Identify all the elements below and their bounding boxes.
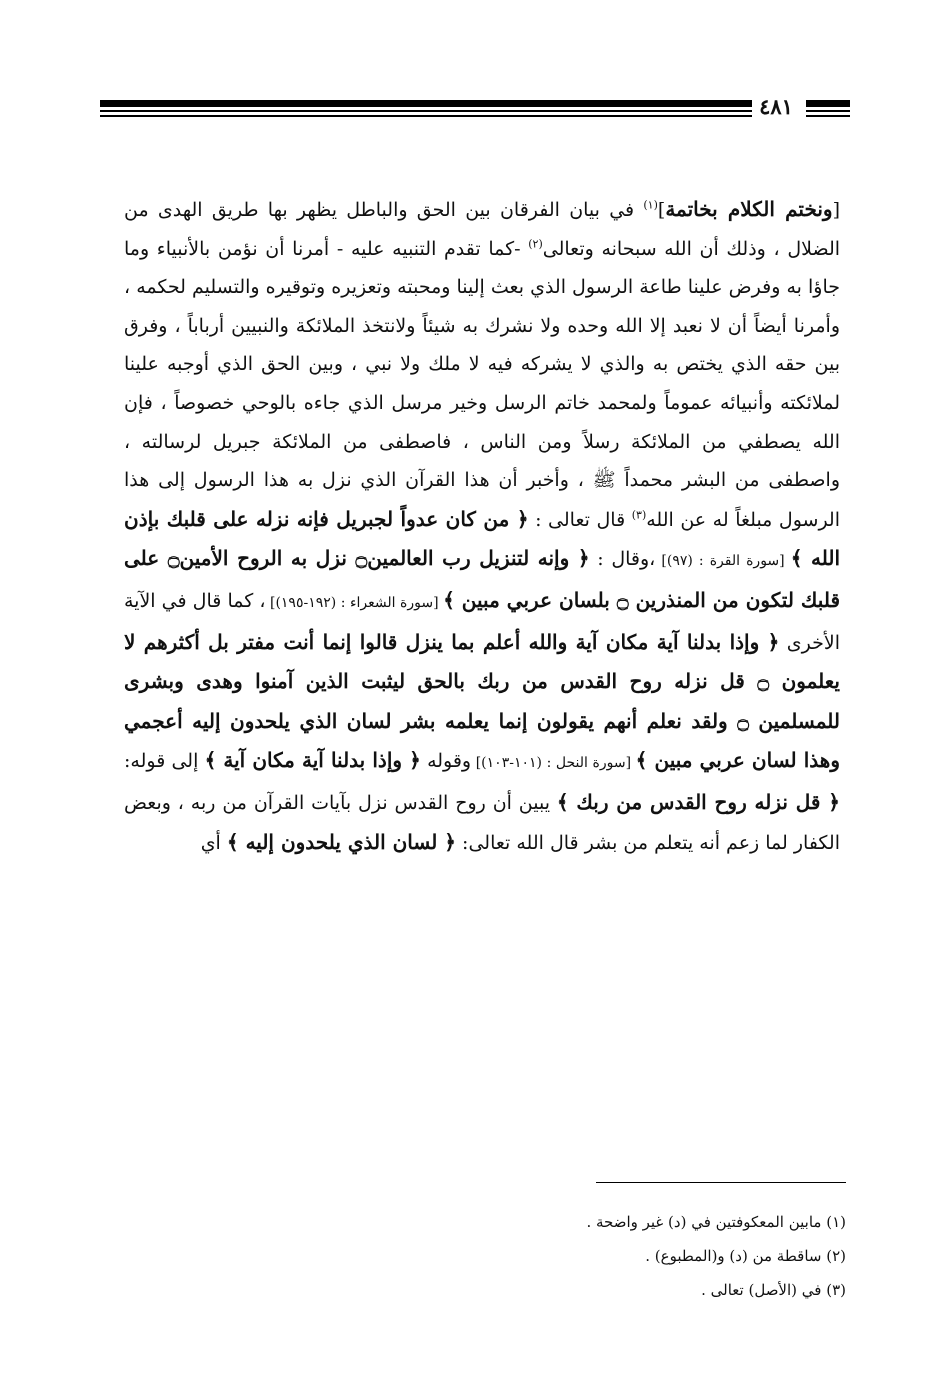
- footnotes-list: [400, 1205, 846, 1307]
- text-segment: في بيان الفرقان بين الحق والباطل يظهر بها طريق الهدى من الضلال ، وذلك أن الله سبحانه وتعالى: [124, 199, 841, 260]
- text-segment: ، كما قال في الآية الأخرى: [124, 589, 840, 654]
- quran-quote: ونختم الكلام بخاتمة: [665, 197, 833, 221]
- quran-quote: ﴿ قل نزله روح القدس من ربك ﴾: [556, 789, 840, 814]
- text-segment: قال تعالى :: [528, 508, 632, 531]
- text-segment: ]: [657, 199, 666, 221]
- text-segment: أي: [200, 831, 227, 854]
- citation: [سورة النحل : (١٠١-١٠٣)]: [471, 755, 636, 772]
- quran-quote: ﴿ لسان الذي يلحدون إليه ﴾: [226, 829, 457, 854]
- footnote-ref: (٣): [631, 508, 647, 522]
- citation: [سورة الشعراء : (١٩٢-١٩٥)]: [265, 594, 444, 611]
- page-number: ٤٨١: [759, 94, 793, 119]
- footnote-1: (١) مابين المعكوفتين في (د) غير واضحة .: [586, 1213, 846, 1231]
- footnote-ref: (٢): [528, 237, 543, 251]
- footnote-ref: (١): [643, 198, 658, 212]
- text-segment: [: [832, 199, 840, 221]
- text-segment: ،وقال :: [589, 548, 656, 571]
- footnote-separator: [596, 1182, 846, 1183]
- header-rule-right: [806, 100, 850, 118]
- page-header: [100, 96, 850, 126]
- footnote-3: (٣) في (الأصل) تعالى .: [701, 1281, 846, 1299]
- text-segment: يبين أن روح القدس نزل بآيات القرآن من ربه ، وبعض الكفار لما زعم أنه يتعلم من بشر قال الله تعالى:: [124, 791, 840, 854]
- main-paragraph: [124, 190, 840, 862]
- header-rule-left: [100, 100, 752, 118]
- text-segment: وقوله: [420, 750, 472, 773]
- text-segment: إلى قوله:: [124, 750, 205, 773]
- quran-quote: ﴿ وإذا بدلنا آية مكان آية والله أعلم بما ينزل قالوا إنما أنت مفتر بل أكثرهم لا يعلمون ۝ قل نزله روح القدس من ربك بالحق ليثبت الذين آمنوا وهدى وبشرى للمسلمين ۝ ولقد نعلم أنهم يقولون إنما يعلمه بشر لسان الذي يلحدون إليه أعجمي وهذا لسان عربي مبين ﴾: [124, 629, 841, 773]
- quran-quote: ﴿ وإذا بدلنا آية مكان آية ﴾: [204, 748, 421, 773]
- quran-quote: ﴿ وإنه لتنزيل رب العالمين۝ نزل به الروح الأمين۝ على قلبك لتكون من المنذرين ۝ بلسان عربي مبين ﴾: [124, 546, 840, 612]
- footnote-2: (٢) ساقطة من (د) و(المطبوع) .: [645, 1247, 846, 1265]
- quran-quote: ﴿ من كان عدواً لجبريل فإنه نزله على قلبك بإذن الله ﴾: [124, 506, 841, 571]
- text-segment: -كما تقدم التنبيه عليه - أمرنا أن نؤمن بالأنبياء وما جاؤا به وفرض علينا طاعة الرسول الذي بعث إلينا ومحبته وتعزيره وتوقيره والتسليم لحكمه ، وأمرنا أيضاً أن لا نعبد إلا الله وحده ولا نشرك به شيئاً ولانتخذ الملائكة والنبيين أرباباً ، وفرق بين حقه الذي يختص به والذي لا يشركه فيه لا ملك ولا نبي ، وبين الحق الذي أوجبه علينا لملائكته وأنبيائه عموماً ولمحمد خاتم الرسل وخير مرسل الذي جاءه بالوحي خصوصاً ، فإن الله يصطفي من الملائكة رسلاً ومن الناس ، فاصطفى من الملائكة جبريل لرسالته ، واصطفى من البشر محمداً ﷺ ، وأخبر أن هذا القرآن الذي نزل به هذا الرسول إلى هذا الرسول مبلغاً له عن الله: [124, 237, 840, 531]
- citation: [سورة القرة : (٩٧)]: [655, 553, 791, 570]
